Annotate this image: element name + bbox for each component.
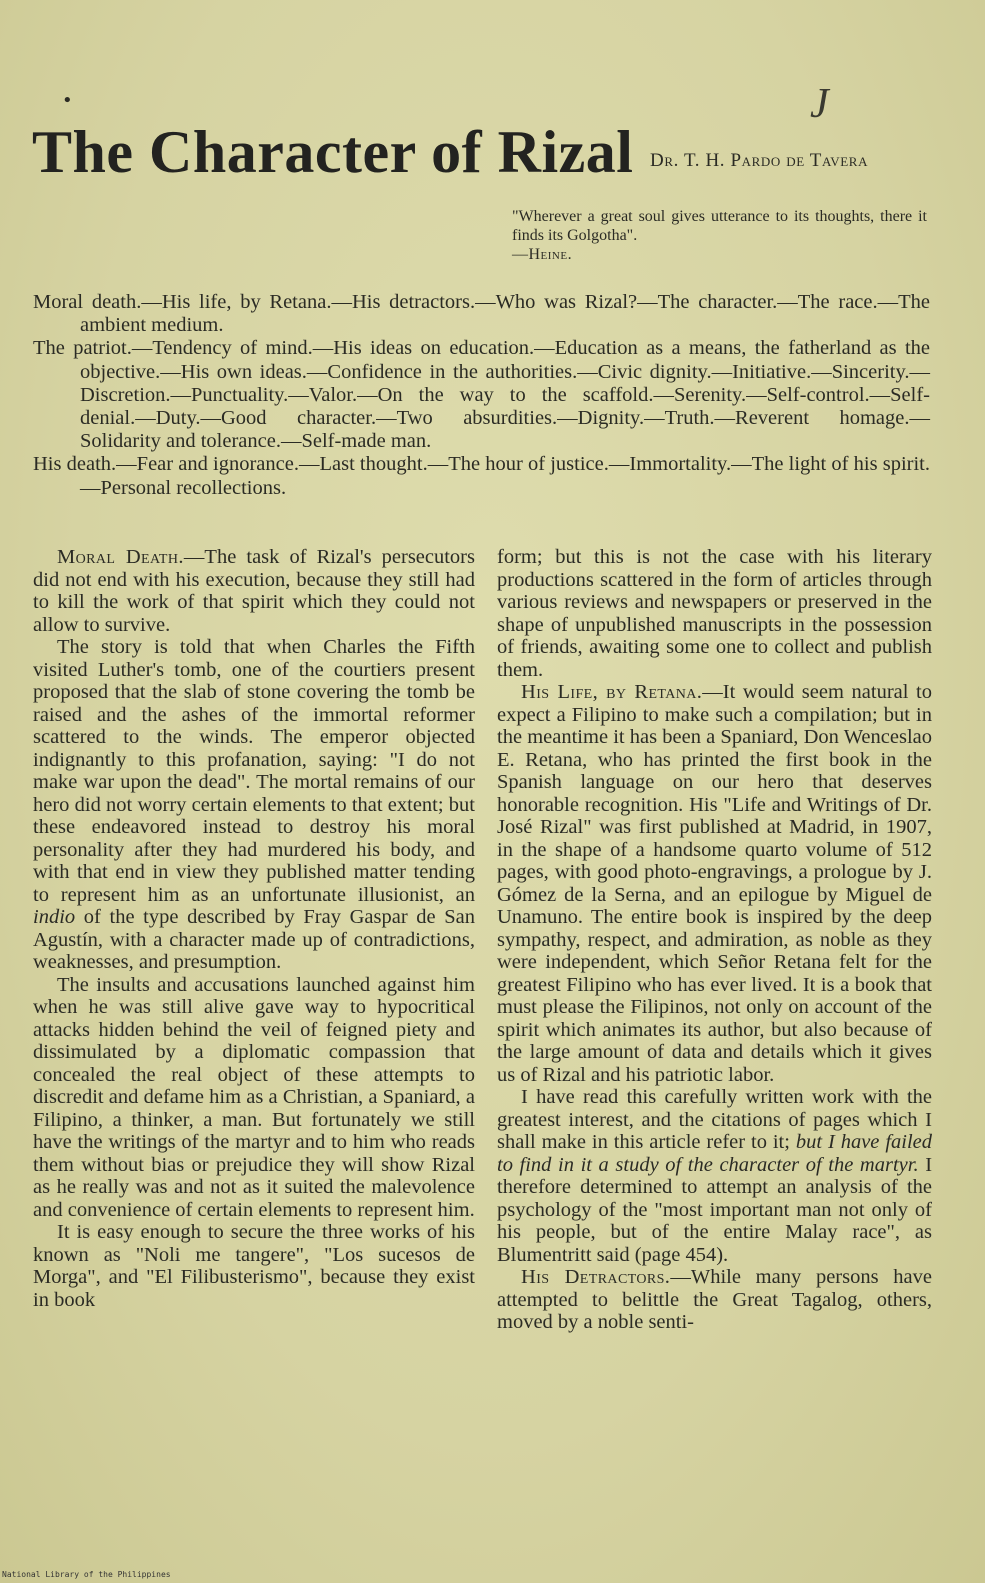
epigraph xyxy=(512,207,927,264)
paragraph-text: The story is told that when Charles the Fifth visited Luther's tomb, one of the courtiers present proposed that the slab of stone covering the tomb be raised and the ashes of the immortal reformer scattered to the winds. The emperor objected indignantly to this profanation, saying: "I do not make war upon the dead". The mortal remains of our hero did not worry certain elements to that extent; but these endeavored instead to destroy his moral personality after they had murdered his body, and with that end in view they published matter tending to represent him as an unfortunate illusionist, an xyxy=(33,636,475,906)
left-column xyxy=(33,546,475,1311)
paragraph: form; but this is not the case with his literary productions scattered in the form of articles through various reviews and newspapers or preserved in the shape of unpublished manuscripts in the possession of friends, awaiting some one to collect and publish them. xyxy=(497,546,932,681)
italic-phrase: but I have failed to find in it a study of the character of the martyr. xyxy=(497,1131,933,1176)
ink-dot: • xyxy=(62,90,73,111)
synopsis-item: The patriot.—Tendency of mind.—His ideas on education.—Education as a means, the fatherland as the objective.—His own ideas.—Confidence in the authorities.—Civic dignity.—Initiative.—Sincerity.—Discretion.—Punctuality.—Valor.—On the way to the scaffold.—Serenity.—Self-control.—Self-denial.—Duty.—Good character.—Two absurdities.—Dignity.—Truth.—Reverent homage.—Solidarity and tolerance.—Self-made man. xyxy=(33,337,930,453)
paragraph xyxy=(33,636,475,974)
paragraph xyxy=(497,1086,932,1266)
paragraph xyxy=(33,546,475,636)
library-footer: National Library of the Philippines xyxy=(2,1570,171,1579)
paragraph-text: —It would seem natural to expect a Filipino to make such a compilation; but in the meantime it has been a Spaniard, Don Wenceslao E. Retana, who has printed the first book in the Spanish language on our hero that deserves honorable recognition. His "Life and Writings of Dr. José Rizal" was first published at Madrid, in 1907, in the shape of a handsome quarto volume of 512 pages, with good photo-engravings, a prologue by J. Gómez de la Serna, and an epilogue by Miguel de Unamuno. The entire book is inspired by the deep sympathy, respect, and admiration, as noble as they were independent, which Señor Retana felt for the greatest Filipino who has ever lived. It is a book that must please the Filipinos, not only on account of the spirit which animates its author, but also because of the large amount of data and details which it gives us of Rizal and his patriotic labor. xyxy=(497,681,932,1086)
paragraph xyxy=(497,1266,932,1334)
paragraph-text: of the type described by Fray Gaspar de San Agustín, with a character made up of contradictions, weaknesses, and presumption. xyxy=(33,906,476,973)
epigraph-source: —Heine. xyxy=(512,246,573,263)
paragraph xyxy=(497,681,932,1086)
paragraph-text: I therefore determined to attempt an analysis of the psychology of the "most important man not only of his people, but of the entire Malay race", as Blumentritt said (page 454). xyxy=(497,1153,933,1266)
synopsis-item: Moral death.—His life, by Retana.—His detractors.—Who was Rizal?—The character.—The race.—The ambient medium. xyxy=(33,291,930,337)
section-heading: Moral Death. xyxy=(57,546,184,568)
italic-term: indio xyxy=(33,906,76,928)
article-author: Dr. T. H. Pardo de Tavera xyxy=(650,150,869,171)
epigraph-quote: "Wherever a great soul gives utterance to its thoughts, there it finds its Golgotha". xyxy=(512,208,927,244)
paragraph-text: —While many persons have attempted to belittle the Great Tagalog, others, moved by a noble senti- xyxy=(497,1266,932,1333)
section-heading: His Detractors. xyxy=(521,1266,671,1288)
paragraph: The insults and accusations launched against him when he was still alive gave way to hypocritical attacks hidden behind the veil of feigned piety and dissimulated by a diplomatic compassion that concealed the real object of these attempts to discredit and defame him as a Christian, a Spaniard, a Filipino, a thinker, a man. But fortunately we still have the writings of the martyr and to him who reads them without bias or prejudice they will show Rizal as he really was and not as it suited the malevolence and convenience of certain elements to represent him. xyxy=(33,973,475,1221)
paragraph-text: —The task of Rizal's persecutors did not end with his execution, because they still had to kill the work of that spirit which they could not allow to survive. xyxy=(33,546,475,636)
synopsis-item: His death.—Fear and ignorance.—Last thought.—The hour of justice.—Immortality.—The light of his spirit.—Personal recollections. xyxy=(33,453,930,499)
section-heading: His Life, by Retana. xyxy=(521,681,703,703)
corner-mark: J xyxy=(810,81,829,127)
article-title: The Character of Rizal xyxy=(32,119,634,185)
right-column xyxy=(497,546,932,1334)
synopsis xyxy=(33,291,930,500)
paragraph-text: I have read this carefully written work with the greatest interest, and the citations of pages which I shall make in this article refer to it; xyxy=(497,1086,932,1153)
paragraph: It is easy enough to secure the three works of his known as "Noli me tangere", "Los sucesos de Morga", and "El Filibusterismo", because they exist in book xyxy=(33,1221,475,1311)
